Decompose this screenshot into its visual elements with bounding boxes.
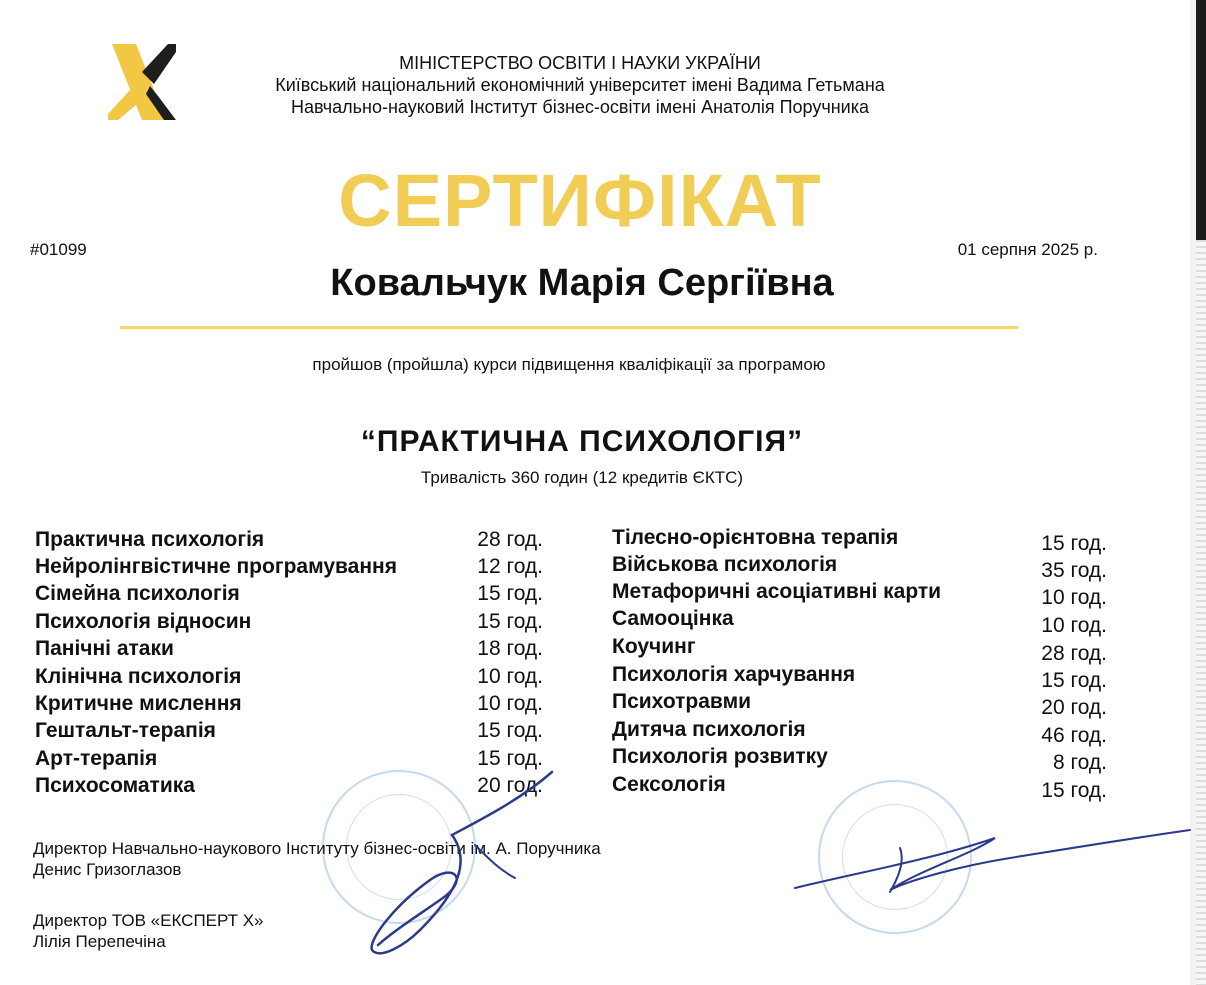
- course-row: [612, 661, 1107, 692]
- course-name: Арт-терапія: [35, 747, 158, 770]
- institute-name: Навчально-науковий Інститут бізнес-освіти імені Анатолія Поручника: [290, 97, 869, 117]
- program-title: “ПРАКТИЧНА ПСИХОЛОГІЯ”: [360, 425, 804, 458]
- course-row: [35, 635, 543, 662]
- ministry-name: МІНІСТЕРСТВО ОСВІТИ І НАУКИ УКРАЇНИ: [399, 53, 761, 73]
- course-row: [35, 717, 543, 744]
- course-name: Коучинг: [612, 635, 696, 658]
- course-row: [35, 772, 543, 799]
- name-underline: [120, 326, 1018, 329]
- program-duration: Тривалість 360 годин (12 кредитів ЄКТС): [420, 468, 744, 487]
- course-hours: 8 год.: [1052, 751, 1107, 774]
- completion-statement: пройшов (пройшла) курси підвищення кваліфікації за програмою: [312, 355, 826, 374]
- course-name: Самооцінка: [612, 607, 734, 630]
- course-name: Військова психологія: [612, 553, 838, 576]
- course-name: Психотравми: [612, 690, 752, 713]
- course-name: Психологія харчування: [612, 663, 856, 686]
- x-logo-icon: [106, 42, 176, 122]
- course-row: [612, 524, 1107, 555]
- course-name: Клінічна психологія: [35, 665, 242, 688]
- signatory-position: Директор Навчально-наукового Інституту бізнес-освіти ім. А. Поручника: [33, 839, 601, 858]
- course-hours: 28 год.: [477, 528, 543, 551]
- course-hours: 10 год.: [1041, 586, 1107, 609]
- course-row: [612, 743, 1107, 774]
- course-row: [612, 578, 1107, 609]
- course-hours: 28 год.: [1041, 642, 1107, 665]
- course-hours: 46 год.: [1041, 724, 1107, 747]
- course-name: Практична психологія: [35, 528, 265, 551]
- holder-name: Ковальчук Марія Сергіївна: [330, 262, 834, 304]
- course-hours: 15 год.: [1041, 532, 1107, 555]
- course-hours: 15 год.: [477, 747, 543, 770]
- course-row: [35, 526, 543, 553]
- course-name: Нейролінгвістичне програмування: [35, 555, 397, 578]
- page-edge-light-strip: [1196, 240, 1206, 985]
- certificate-number: #01099: [30, 240, 87, 259]
- course-name: Тілесно-орієнтовна терапія: [612, 526, 899, 549]
- course-hours: 18 год.: [477, 637, 543, 660]
- course-name: Дитяча психологія: [612, 718, 806, 741]
- course-row: [35, 663, 543, 690]
- course-hours: 15 год.: [477, 719, 543, 742]
- course-row: [612, 688, 1107, 719]
- course-hours: 15 год.: [1041, 779, 1107, 802]
- course-name: Психосоматика: [35, 774, 195, 797]
- right-stamp-icon: [818, 780, 972, 934]
- university-name: Київський національний економічний університет імені Вадима Гетьмана: [275, 75, 885, 95]
- institution-header: [200, 52, 960, 118]
- course-hours: 15 год.: [1041, 669, 1107, 692]
- course-row: [35, 608, 543, 635]
- course-name: Гештальт-терапія: [35, 719, 216, 742]
- signatory-name: Лілія Перепечіна: [33, 932, 166, 951]
- course-name: Психологія розвитку: [612, 745, 828, 768]
- course-hours: 10 год.: [477, 692, 543, 715]
- course-hours: 20 год.: [477, 774, 543, 797]
- course-hours: 15 год.: [477, 582, 543, 605]
- page-edge-dark-strip: [1196, 0, 1206, 240]
- course-hours: 10 год.: [477, 665, 543, 688]
- course-row: [612, 605, 1107, 637]
- course-name: Критичне мислення: [35, 692, 242, 715]
- course-row: [35, 553, 543, 580]
- course-row: [35, 690, 543, 717]
- course-name: Сімейна психологія: [35, 582, 240, 605]
- certificate-date: 01 серпня 2025 р.: [957, 240, 1098, 259]
- signatory-block: [33, 910, 264, 952]
- course-row: [612, 551, 1107, 582]
- course-name: Панічні атаки: [35, 637, 174, 660]
- course-hours: 15 год.: [477, 610, 543, 633]
- course-row: [35, 580, 543, 607]
- signatory-name: Денис Гризоглазов: [33, 860, 182, 879]
- course-hours: 10 год.: [1041, 614, 1107, 637]
- signatory-block: [33, 838, 601, 880]
- course-hours: 35 год.: [1041, 559, 1107, 582]
- course-row: [612, 716, 1107, 747]
- course-name: Сексологія: [612, 773, 726, 796]
- course-name: Метафоричні асоціативні карти: [612, 580, 942, 603]
- course-hours: 20 год.: [1041, 696, 1107, 719]
- course-name: Психологія відносин: [35, 610, 252, 633]
- signatory-position: Директор ТОВ «ЕКСПЕРТ Х»: [33, 911, 264, 930]
- course-hours: 12 год.: [477, 555, 543, 578]
- course-row: [35, 745, 543, 772]
- course-row: [612, 633, 1107, 665]
- certificate-title: СЕРТИФІКАТ: [338, 159, 822, 242]
